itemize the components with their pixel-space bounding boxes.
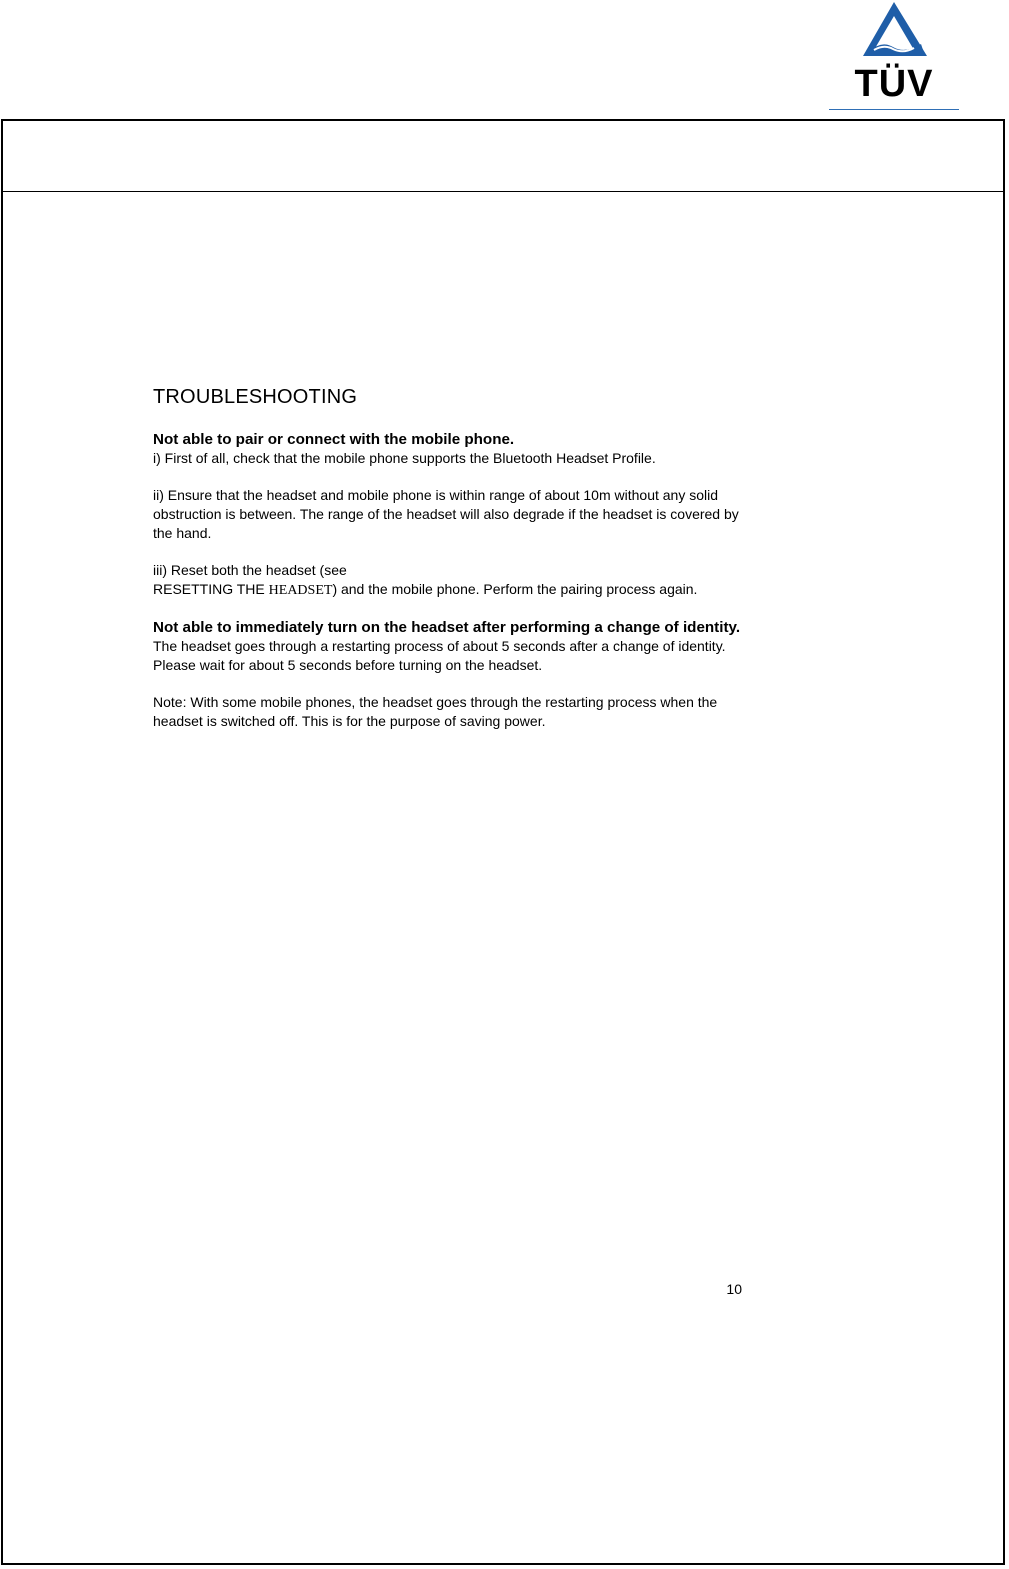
section-heading-identity: Not able to immediately turn on the headset after performing a change of identity. [153,619,741,636]
paragraph-note: Note: With some mobile phones, the headset goes through the restarting process when the headset is switched off. This is for the purpose of saving power. [153,694,718,729]
paragraph-ensure-range: ii) Ensure that the headset and mobile phone is within range of about 10m without any solid obstruction is between. The range of the headset will also degrade if the headset is covered by the hand. [153,487,739,541]
header-divider [3,191,1003,192]
tuv-logo [829,0,959,112]
document-body [153,384,753,731]
paragraph-restart-process: The headset goes through a restarting process of about 5 seconds after a change of identity. Please wait for about 5 seconds before turning on the headset. [153,638,726,673]
paragraph-check-profile: i) First of all, check that the mobile phone supports the Bluetooth Headset Profile. [153,450,656,466]
logo-text: TÜV [854,63,934,105]
tuv-triangle-icon [829,0,959,70]
page-title: TROUBLESHOOTING [153,386,358,408]
reset-line-1: iii) Reset both the headset (see [153,562,347,578]
page-frame [1,119,1005,1565]
logo-underline [829,109,959,110]
reset-prefix: RESETTING THE [153,581,269,597]
paragraph-reset [153,561,753,600]
reset-headset-ref: HEADSET [268,583,333,598]
section-heading-pairing: Not able to pair or connect with the mobile phone. [153,431,515,448]
reset-suffix: ) and the mobile phone. Perform the pairing process again. [332,581,698,597]
page-number: 10 [726,1281,742,1297]
